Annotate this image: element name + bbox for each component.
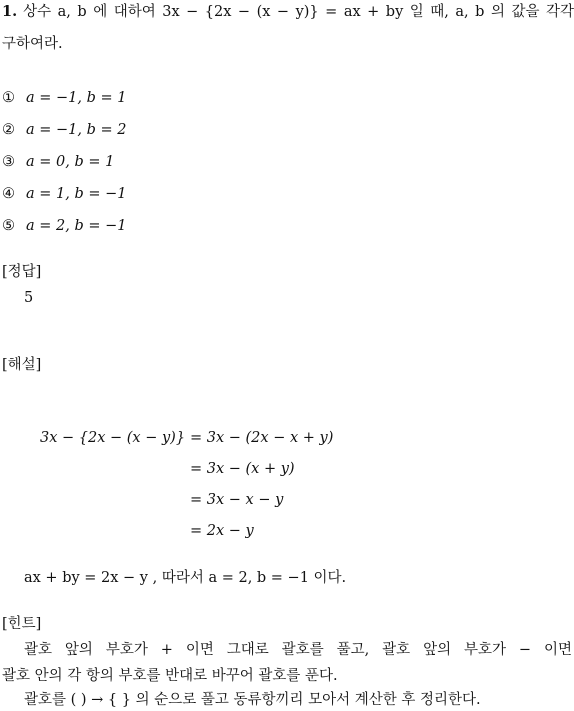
question-line-1 [2, 2, 574, 22]
explanation-conclusion: ax + by = 2x − y , 따라서 a = 2, b = −1 이다. [24, 570, 347, 586]
equation-step-3: = 3x − x − y [190, 492, 284, 508]
choice-4[interactable] [2, 184, 126, 204]
explanation-label: [해설] [2, 357, 42, 373]
choice-5[interactable] [2, 216, 126, 236]
answer-label: [정답] [2, 264, 42, 280]
equation-step-1: = 3x − (2x − x + y) [190, 430, 334, 446]
choice-text: a = −1, b = 2 [26, 122, 127, 138]
question-line-2: 구하여라. [2, 36, 63, 52]
choice-text: a = 2, b = −1 [26, 218, 127, 234]
equation-lhs: 3x − {2x − (x − y)} [40, 430, 186, 446]
equation-step-2: = 3x − (x + y) [190, 461, 295, 477]
choice-mark: ④ [2, 186, 15, 202]
answer-value: 5 [24, 290, 34, 306]
choice-text: a = −1, b = 1 [26, 90, 127, 106]
hint-line-3: 괄호를 ( ) → { } 의 순으로 풀고 동류항끼리 모아서 계산한 후 정리한다. [24, 692, 481, 708]
choice-3[interactable] [2, 152, 114, 172]
hint-line-1: 괄호 앞의 부호가 + 이면 그대로 괄호를 풀고, 괄호 앞의 부호가 − 이면 [24, 642, 572, 658]
hint-label: [힌트] [2, 616, 42, 632]
hint-line-2: 괄호 안의 각 항의 부호를 반대로 바꾸어 괄호를 푼다. [2, 668, 338, 684]
choice-text: a = 0, b = 1 [26, 154, 115, 170]
equation-step-4: = 2x − y [190, 523, 254, 539]
question-text-1: 상수 a, b 에 대하여 3x − {2x − (x − y)} = ax + by 일 때, a, b 의 값을 각각 [23, 4, 574, 20]
choice-mark: ② [2, 122, 15, 138]
choice-mark: ① [2, 90, 15, 106]
choice-mark: ⑤ [2, 218, 15, 234]
choice-mark: ③ [2, 154, 15, 170]
question-number: 1. [2, 3, 18, 20]
choice-text: a = 1, b = −1 [26, 186, 127, 202]
choice-1[interactable] [2, 88, 126, 108]
choice-2[interactable] [2, 120, 126, 140]
